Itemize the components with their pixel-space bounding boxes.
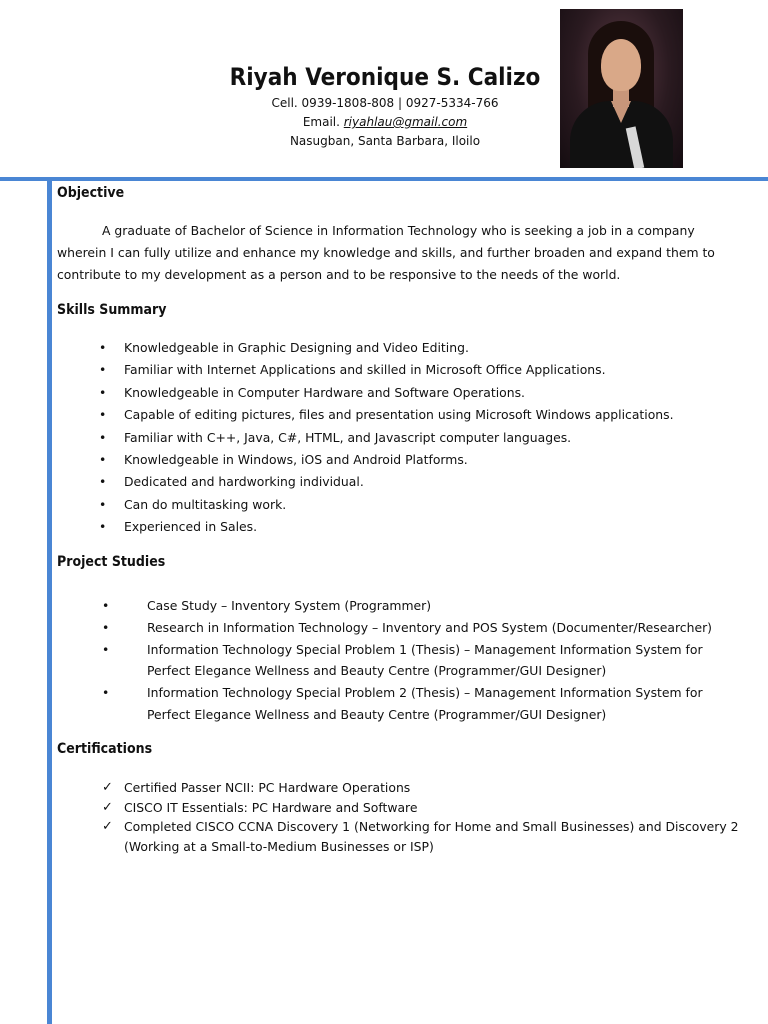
skills-heading: Skills Summary <box>57 302 167 318</box>
bullet-icon: • <box>102 598 110 613</box>
email-label: Email. <box>302 115 344 129</box>
bullet-icon: • <box>99 452 107 468</box>
resume-header <box>0 0 768 180</box>
project-text: Case Study – Inventory System (Programmer) <box>147 598 432 613</box>
skills-list <box>57 337 747 539</box>
skill-item <box>57 382 747 404</box>
bullet-icon: • <box>99 340 107 355</box>
certification-item <box>57 798 747 818</box>
profile-photo <box>560 9 683 168</box>
project-text: Information Technology Special Problem 2 (Thesis) – Management Information System for Perfect Elegance Wellness and Beauty Centre (Programmer/GUI Designer) <box>147 685 703 722</box>
objective-heading: Objective <box>57 185 125 201</box>
skill-text: Dedicated and hardworking individual. <box>124 474 364 490</box>
skill-text: Knowledgeable in Computer Hardware and Software Operations. <box>124 384 525 400</box>
project-text: Research in Information Technology – Inventory and POS System (Documenter/Researcher) <box>147 619 712 635</box>
address: Nasugban, Santa Barbara, Iloilo <box>289 134 481 148</box>
applicant-name: Riyah Veronique S. Calizo <box>229 63 541 91</box>
bullet-icon: • <box>102 619 110 635</box>
projects-list <box>57 595 747 726</box>
objective-text: A graduate of Bachelor of Science in Information Technology who is seeking a job in a company wherein I can fully utilize and enhance my knowledge and skills, and further broaden and expand them to contribute to my development as a person and to be responsive to the needs of the world. <box>57 223 715 282</box>
skill-text: Experienced in Sales. <box>124 519 258 535</box>
skill-item <box>57 337 747 359</box>
skill-text: Familiar with Internet Applications and skilled in Microsoft Office Applications. <box>124 362 606 378</box>
project-item <box>57 595 747 617</box>
email-link[interactable]: riyahlau@gmail.com <box>343 115 468 129</box>
skill-text: Can do multitasking work. <box>124 496 287 512</box>
bullet-icon: • <box>102 641 110 657</box>
checkmark-icon: ✓ <box>102 780 113 795</box>
checkmark-icon: ✓ <box>102 799 113 815</box>
certification-item <box>57 817 747 856</box>
bullet-icon: • <box>99 496 107 512</box>
skill-item <box>57 516 747 538</box>
photo-vneck <box>611 101 631 123</box>
certification-text: Certified Passer NCII: PC Hardware Operations <box>124 780 411 795</box>
photo-face <box>601 39 641 91</box>
projects-heading: Project Studies <box>57 554 166 570</box>
bullet-icon: • <box>99 474 107 490</box>
certification-text: CISCO IT Essentials: PC Hardware and Software <box>124 799 418 815</box>
project-text: Information Technology Special Problem 1 (Thesis) – Management Information System for Perfect Elegance Wellness and Beauty Centre (Programmer/GUI Designer) <box>147 641 703 679</box>
skill-item <box>57 359 747 381</box>
cell-numbers: Cell. 0939-1808-808 | 0927-5334-766 <box>271 96 499 110</box>
horizontal-accent-bar <box>0 177 768 181</box>
skill-item <box>57 427 747 449</box>
project-item <box>57 682 747 726</box>
skill-text: Capable of editing pictures, files and presentation using Microsoft Windows applications. <box>124 407 674 423</box>
certifications-list <box>57 778 747 856</box>
skill-item <box>57 449 747 471</box>
email-line <box>200 113 570 131</box>
skill-item <box>57 404 747 426</box>
bullet-icon: • <box>99 519 107 535</box>
skill-item <box>57 471 747 493</box>
bullet-icon: • <box>99 407 107 423</box>
certifications-heading: Certifications <box>57 741 153 757</box>
skill-text: Knowledgeable in Graphic Designing and Video Editing. <box>124 340 469 355</box>
bullet-icon: • <box>99 384 107 400</box>
project-item <box>57 617 747 639</box>
skill-text: Knowledgeable in Windows, iOS and Android Platforms. <box>124 452 468 468</box>
project-item <box>57 639 747 683</box>
skill-item <box>57 494 747 516</box>
checkmark-icon: ✓ <box>102 819 113 834</box>
certification-text: Completed CISCO CCNA Discovery 1 (Networking for Home and Small Businesses) and Discovery 2 (Working at a Small-to-Medium Businesses or ISP) <box>124 819 739 854</box>
skill-text: Familiar with C++, Java, C#, HTML, and Javascript computer languages. <box>124 429 572 445</box>
certification-item <box>57 778 747 798</box>
bullet-icon: • <box>102 685 110 701</box>
bullet-icon: • <box>99 429 107 445</box>
vertical-accent-bar <box>47 181 52 1024</box>
bullet-icon: • <box>99 362 107 378</box>
